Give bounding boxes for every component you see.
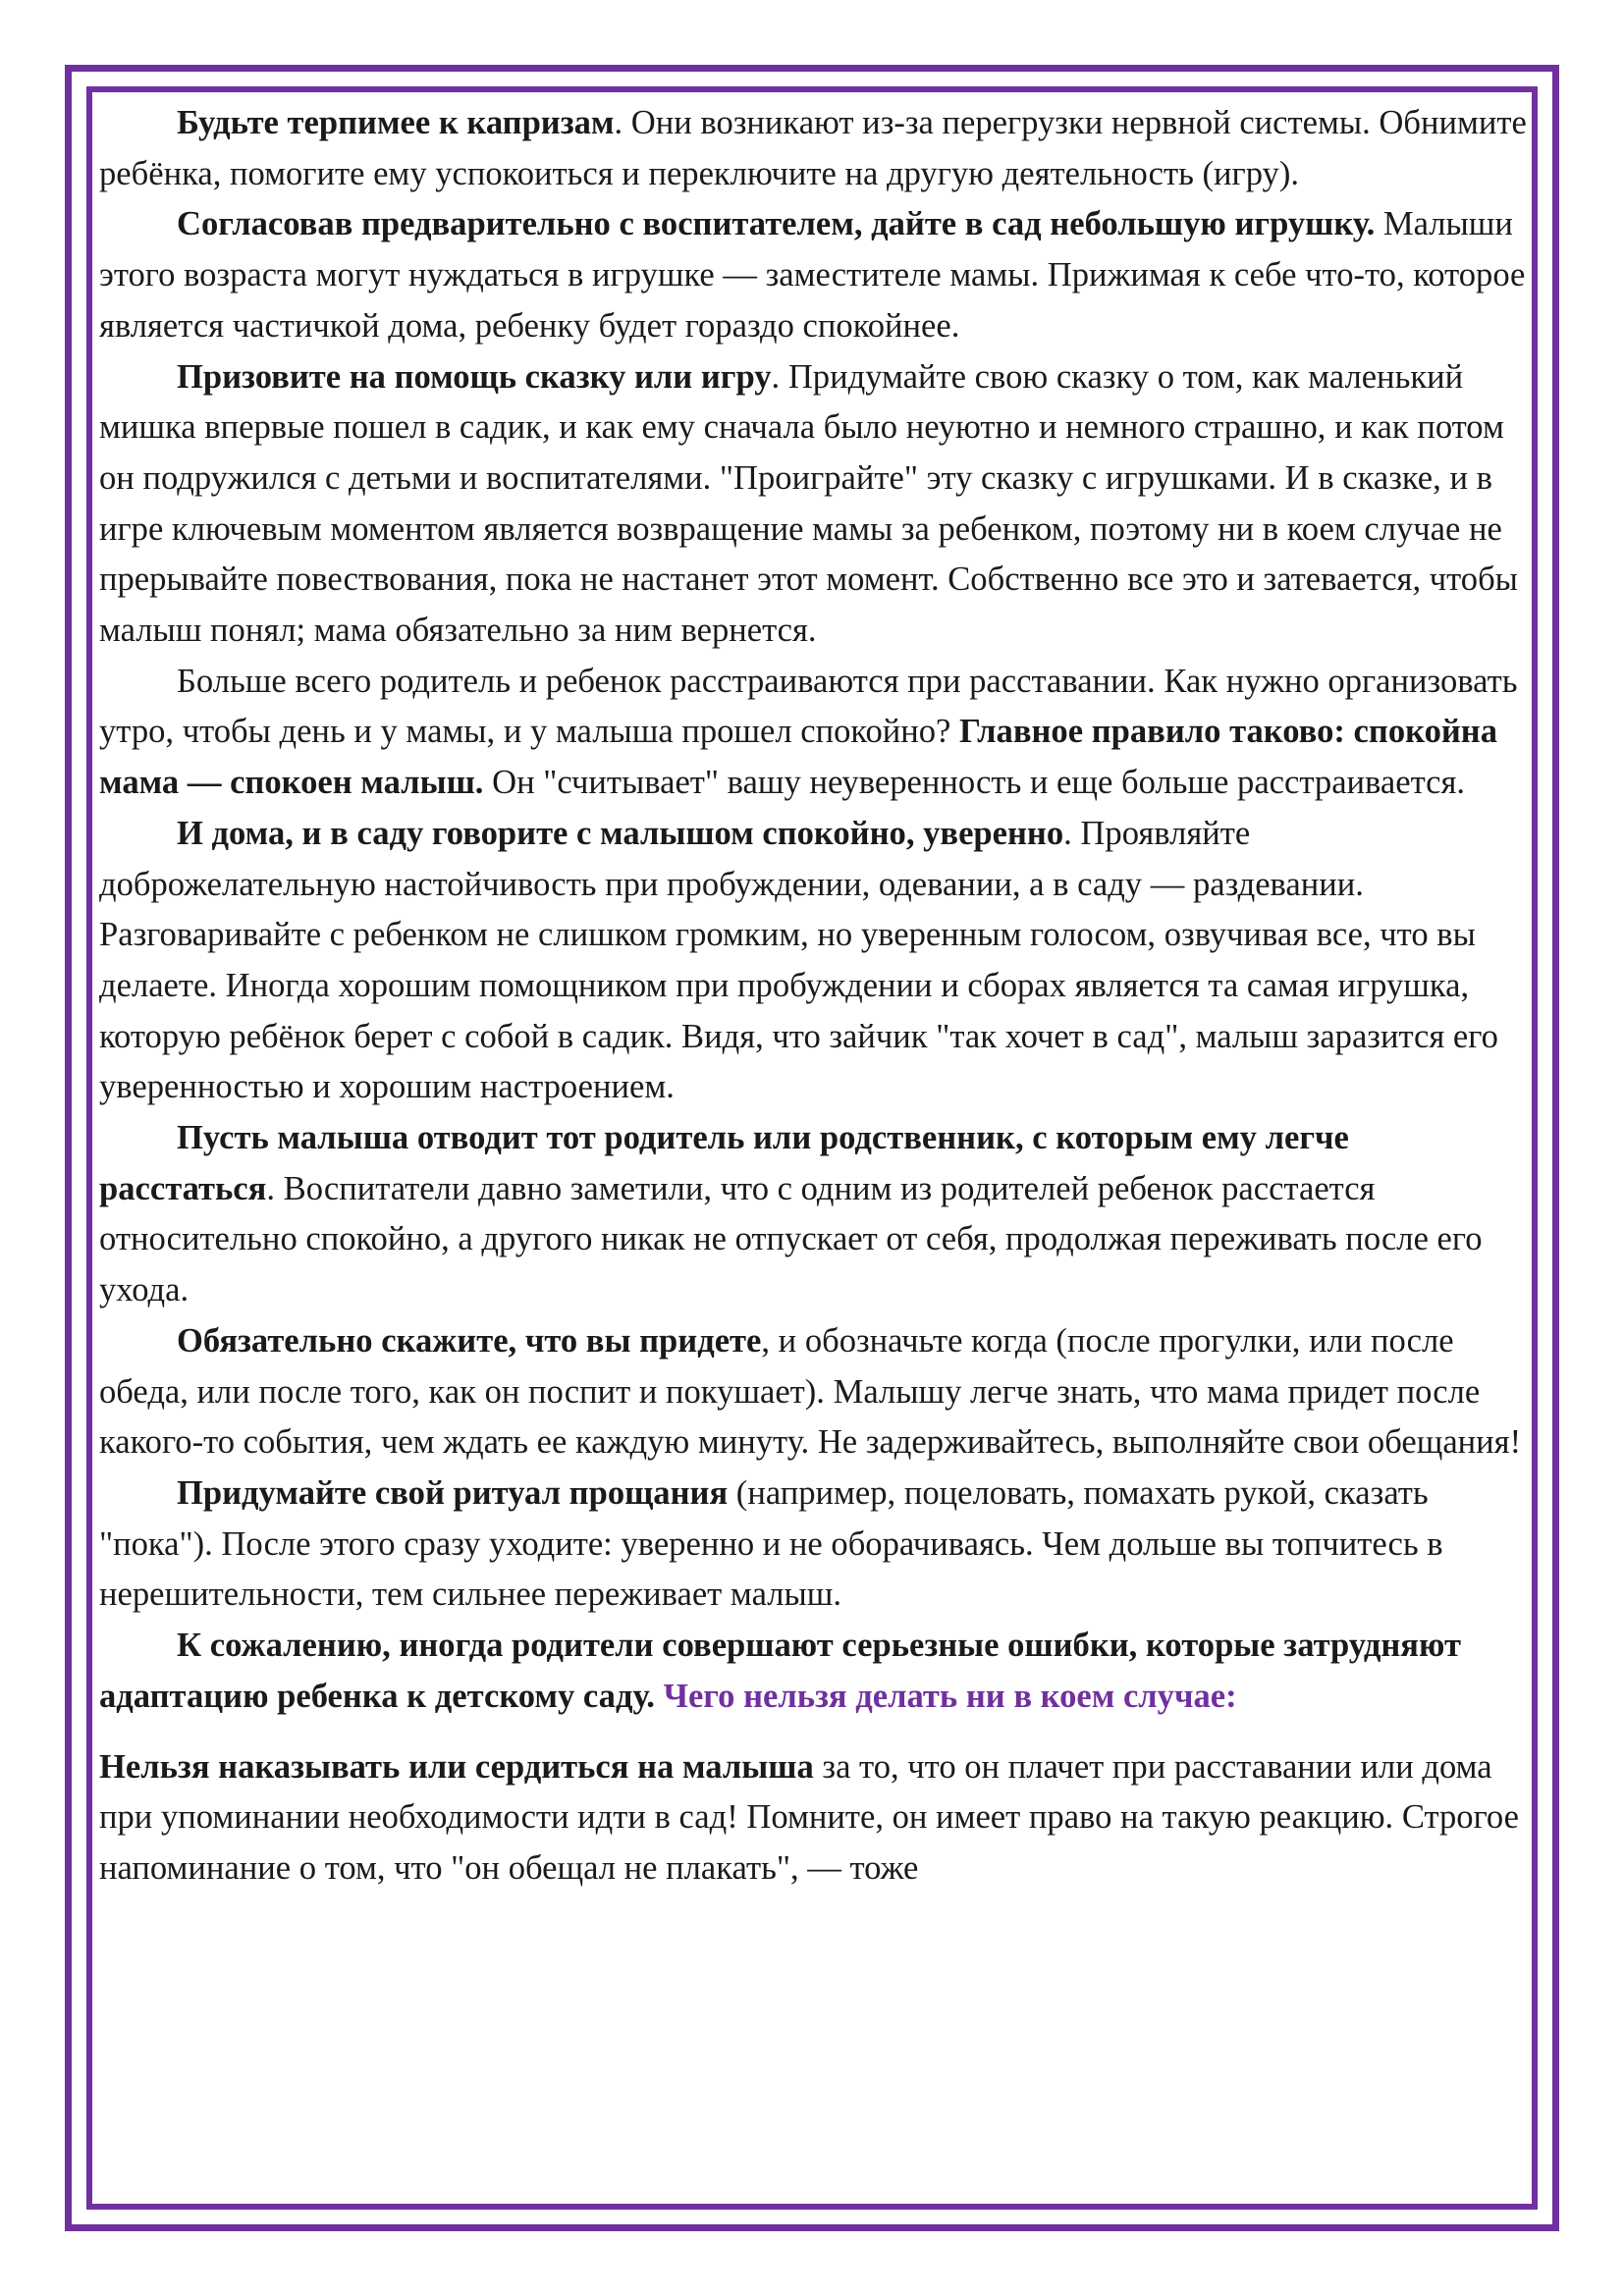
paragraph-calm-talk: И дома, и в саду говорите с малышом спокойно, уверенно. Проявляйте доброжелательную настойчивость при пробуждении, одевании, а в саду — раздевании. Разговаривайте с ребенком не слишком громким, но уверенным голосом, озвучивая все, что вы делаете. Иногда хорошим помощником при пробуждении и сборах является та самая игрушка, которую ребёнок берет с собой в садик. Видя, что зайчик "так хочет в сад", малыш заразится его уверенностью и хорошим настроением. <box>99 814 1498 1106</box>
document-body <box>99 98 1531 1895</box>
heading-toy: Согласовав предварительно с воспитателем, дайте в сад небольшую игрушку. <box>177 205 1376 243</box>
heading-who-takes: Пусть малыша отводит тот родитель или родственник, с которым ему легче расстаться <box>99 1119 1349 1207</box>
heading-ritual: Придумайте свой ритуал прощания <box>177 1473 729 1512</box>
heading-mistakes: К сожалению, иногда родители совершают серьезные ошибки, которые затрудняют адаптацию ребенка к детскому саду. <box>99 1627 1461 1715</box>
paragraph-mistakes <box>99 1621 1531 1722</box>
heading-promise: Обязательно скажите, что вы придете <box>177 1321 762 1360</box>
paragraph-toy: Согласовав предварительно с воспитателем, дайте в сад небольшую игрушку. Малыши этого возраста могут нуждаться в игрушке — заместителе мамы. Прижимая к себе что-то, которое является частичкой дома, ребенку будет гораздо спокойнее. <box>99 205 1526 345</box>
paragraph-parting: Больше всего родитель и ребенок расстраиваются при расставании. Как нужно организовать утро, чтобы день и у мамы, и у малыша прошел спокойно? Главное правило таково: спокойна мама — спокоен малыш. Он "считывает" вашу неуверенность и еще больше расстраивается. <box>99 662 1518 802</box>
paragraph-dont-punish: Нельзя наказывать или сердиться на малыша за то, что он плачет при расставании или дома при упоминании необходимости идти в сад! Помните, он имеет право на такую реакцию. Строгое напоминание о том, что "он обещал не плакать", — тоже <box>99 1747 1519 1887</box>
accent-what-not-to-do: Чего нельзя делать ни в коем случае: <box>654 1677 1237 1715</box>
paragraph-fairy-tale: Призовите на помощь сказку или игру. Придумайте свою сказку о том, как маленький мишка впервые пошел в садик, и как ему сначала было неуютно и немного страшно, и как потом он подружился с детьми и воспитателями. "Проиграйте" эту сказку с игрушками. И в сказке, и в игре ключевым моментом является возвращение мамы за ребенком, поэтому ни в коем случае не прерывайте повествования, пока не настанет этот момент. Собственно все это и затевается, чтобы малыш понял; мама обязательно за ним вернется. <box>99 357 1518 650</box>
paragraph-promise: Обязательно скажите, что вы придете, и обозначьте когда (после прогулки, или после обеда, или после того, как он поспит и покушает). Малышу легче знать, что мама придет после какого-то события, чем ждать ее каждую минуту. Не задерживайтесь, выполняйте свои обещания! <box>99 1321 1522 1462</box>
paragraph-who-takes: Пусть малыша отводит тот родитель или родственник, с которым ему легче расстаться. Воспитатели давно заметили, что с одним из родителей ребенок расстается относительно спокойно, а другого никак не отпускает от себя, продолжая переживать после его ухода. <box>99 1119 1483 1309</box>
heading-calm-talk: И дома, и в саду говорите с малышом спокойно, уверенно <box>177 814 1064 852</box>
paragraph-ritual: Придумайте свой ритуал прощания (например, поцеловать, помахать рукой, сказать "пока"). После этого сразу уходите: уверенно и не оборачиваясь. Чем дольше вы топчитесь в нерешительности, тем сильнее переживает малыш. <box>99 1473 1443 1614</box>
heading-dont-punish: Нельзя наказывать или сердиться на малыша <box>99 1747 814 1786</box>
paragraph-whims: Будьте терпимее к капризам. Они возникают из-за перегрузки нервной системы. Обнимите ребёнка, помогите ему успокоиться и переключите на другую деятельность (игру). <box>99 104 1527 192</box>
heading-whims: Будьте терпимее к капризам <box>177 104 615 141</box>
heading-main-rule: Главное правило таково: спокойна мама — спокоен малыш. <box>99 713 1498 802</box>
heading-fairy-tale: Призовите на помощь сказку или игру <box>177 357 772 396</box>
